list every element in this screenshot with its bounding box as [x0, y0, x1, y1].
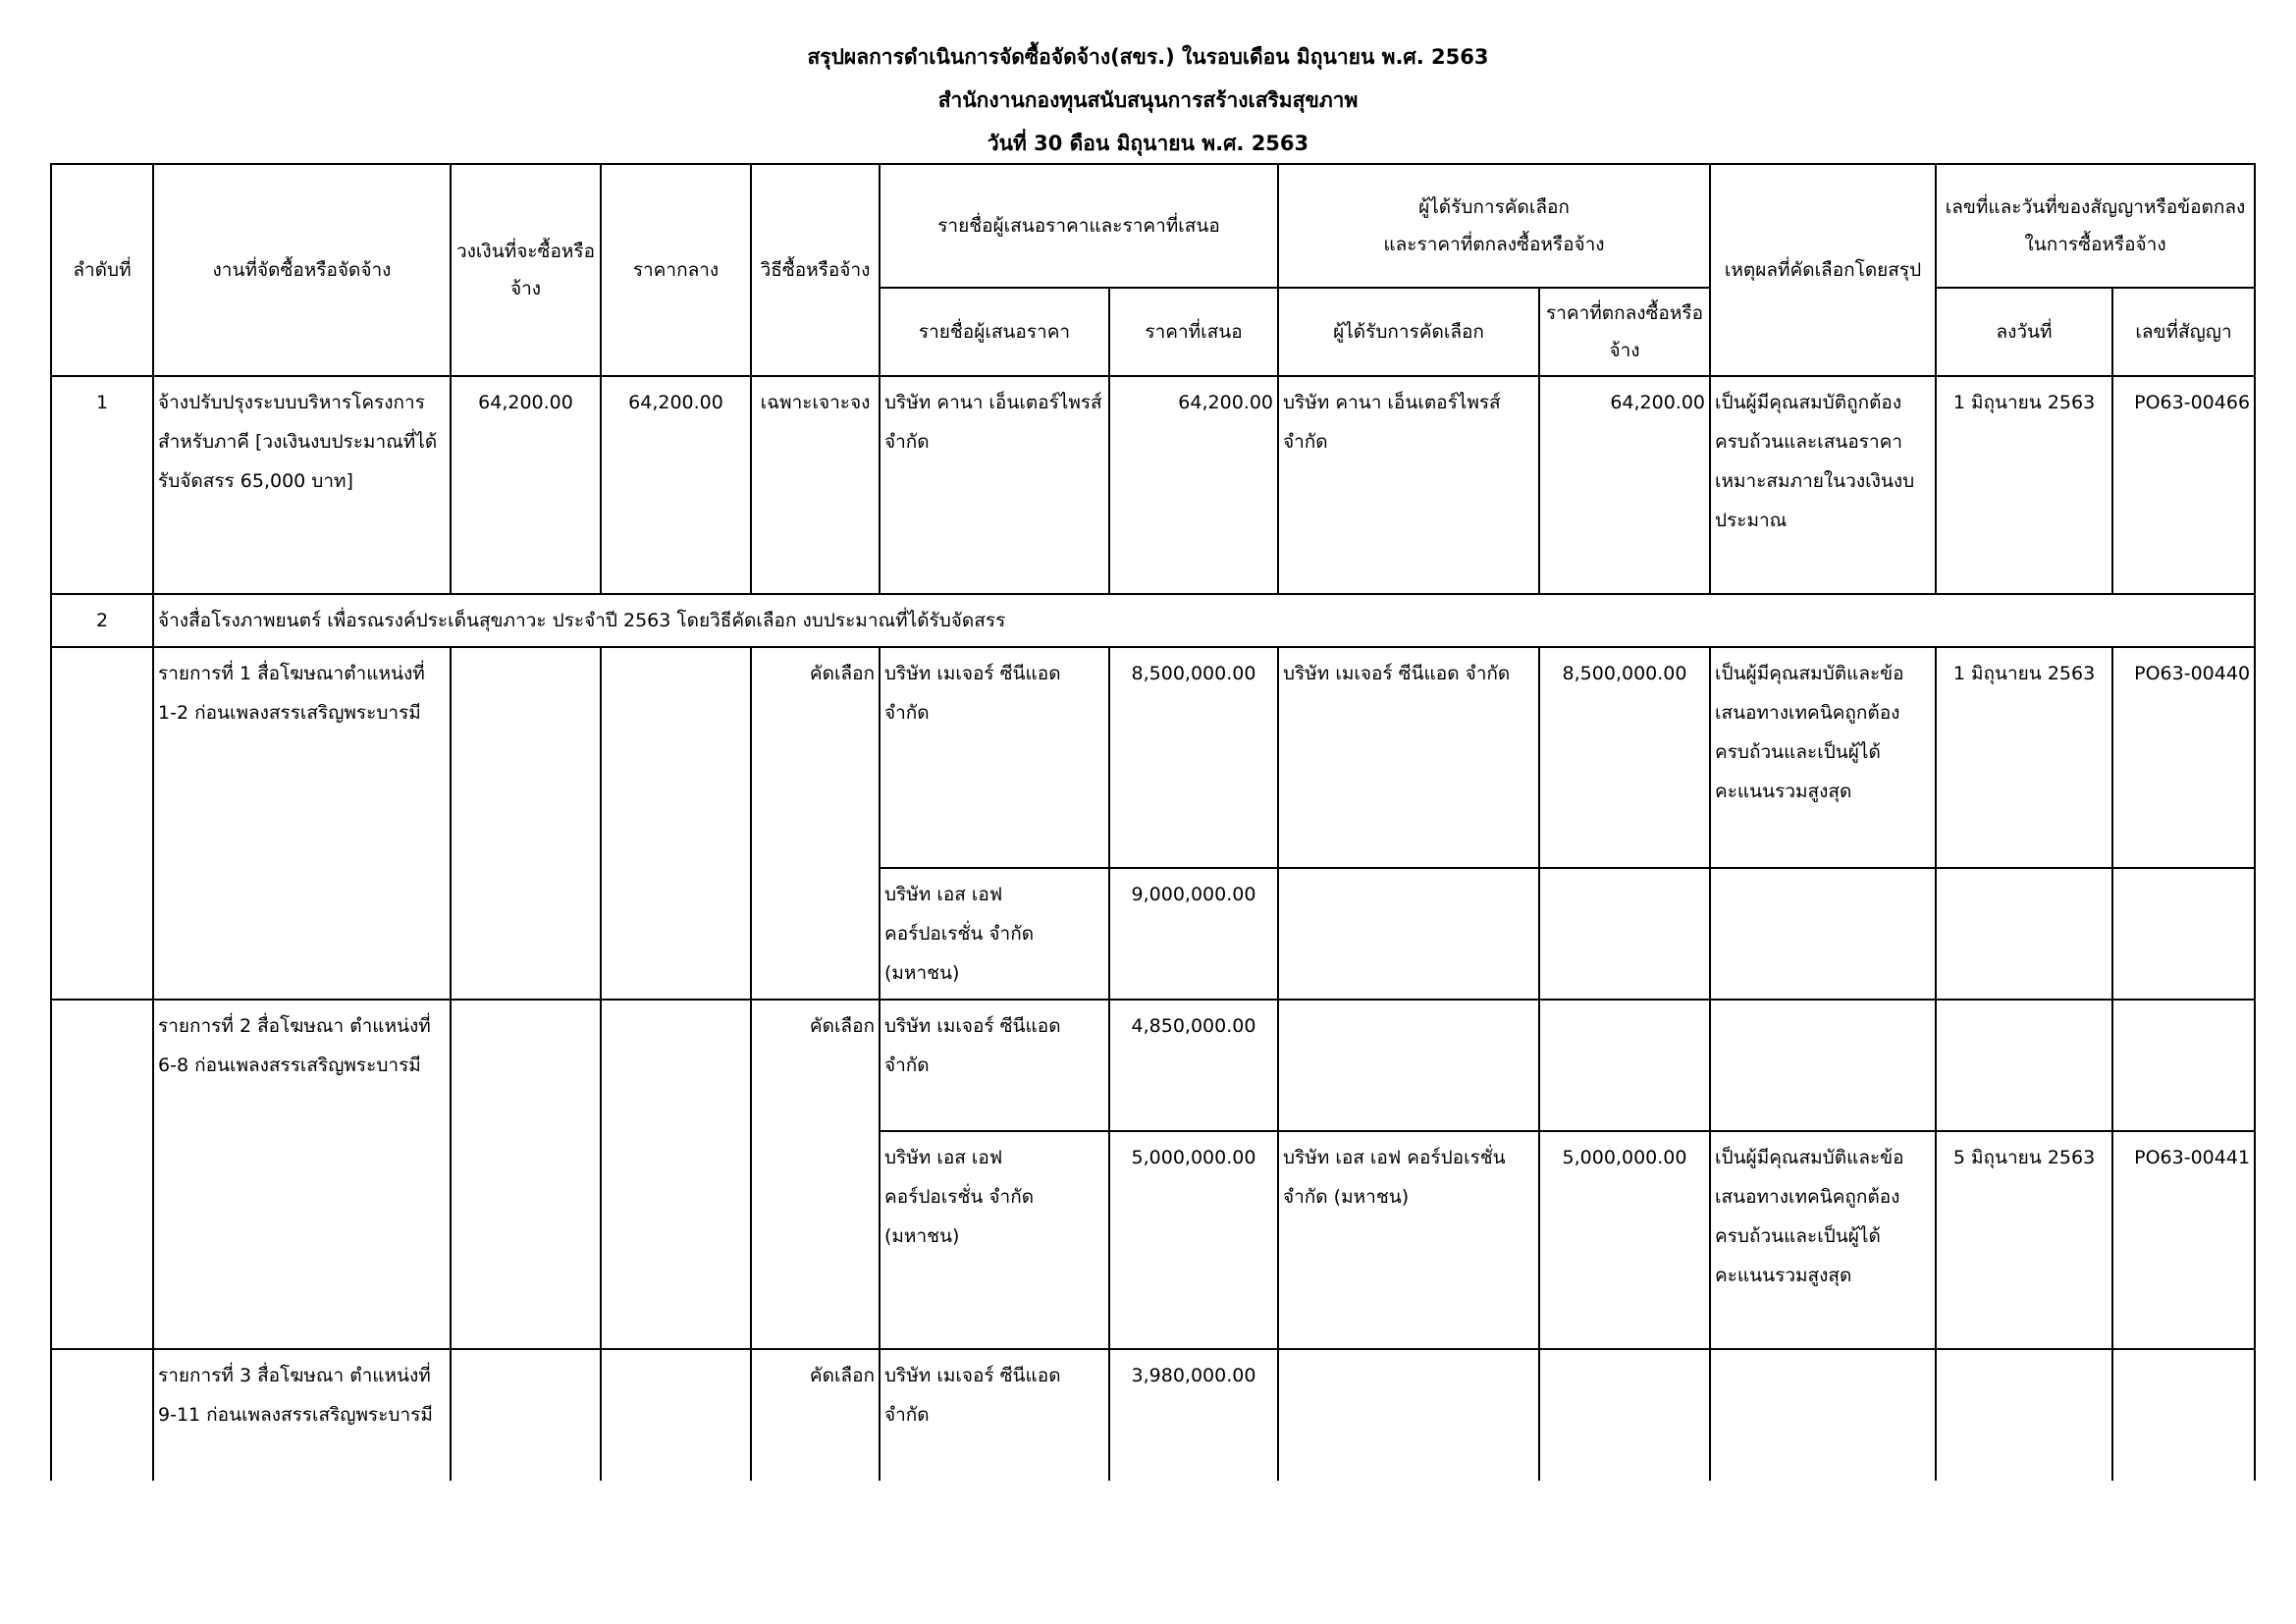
cell-winner-name [1278, 868, 1539, 1000]
cell-agreed-price [1539, 868, 1710, 1000]
cell-bidder-name: บริษัท เอส เอฟ คอร์ปอเรชั่น จำกัด (มหาชน) [880, 1131, 1109, 1349]
cell-contract-no [2112, 868, 2255, 1000]
cell-bidder-name: บริษัท เอส เอฟ คอร์ปอเรชั่น จำกัด (มหาชน) [880, 868, 1109, 1000]
cell-budget [451, 1349, 601, 1481]
cell-work: รายการที่ 2 สื่อโฆษณา ตำแหน่งที่ 6-8 ก่อนเพลงสรรเสริญพระบารมี [153, 1000, 451, 1349]
cell-budget [451, 647, 601, 1000]
cell-budget: 64,200.00 [451, 376, 601, 594]
cell-contract-no: PO63-00440 [2112, 647, 2255, 868]
cell-method: เฉพาะเจาะจง [751, 376, 880, 594]
cell-contract-no: PO63-00466 [2112, 376, 2255, 594]
cell-no [51, 1000, 153, 1349]
document-title: สรุปผลการดำเนินการจัดซื้อจัดจ้าง(สขร.) ในรอบเดือน มิถุนายน พ.ศ. 2563 [807, 45, 1489, 69]
table-row [51, 647, 2255, 868]
cell-winner-name [1278, 1349, 1539, 1481]
col-header-method: วิธีซื้อหรือจ้าง [751, 164, 880, 376]
cell-contract-no [2112, 1349, 2255, 1481]
cell-bidder-name: บริษัท เมเจอร์ ซีนีแอด จำกัด [880, 1349, 1109, 1481]
cell-winner-name: บริษัท เอส เอฟ คอร์ปอเรชั่น จำกัด (มหาชน) [1278, 1131, 1539, 1349]
cell-no [51, 1349, 153, 1481]
col-header-winner-name: ผู้ได้รับการคัดเลือก [1278, 288, 1539, 376]
cell-reason: เป็นผู้มีคุณสมบัติและข้อเสนอทางเทคนิคถูกต้องครบถ้วนและเป็นผู้ได้คะแนนรวมสูงสุด [1710, 647, 1936, 868]
cell-bidder-name: บริษัท เมเจอร์ ซีนีแอด จำกัด [880, 647, 1109, 868]
cell-contract-no: PO63-00441 [2112, 1131, 2255, 1349]
cell-reason: เป็นผู้มีคุณสมบัติและข้อเสนอทางเทคนิคถูกต้องครบถ้วนและเป็นผู้ได้คะแนนรวมสูงสุด [1710, 1131, 1936, 1349]
col-header-median-price: ราคากลาง [601, 164, 751, 376]
cell-sign-date [1936, 1349, 2112, 1481]
cell-budget [451, 1000, 601, 1349]
cell-no [51, 647, 153, 1000]
col-header-contract-no: เลขที่สัญญา [2112, 288, 2255, 376]
col-header-winner-group [1278, 164, 1710, 288]
cell-reason [1710, 868, 1936, 1000]
document-header [0, 35, 2296, 165]
cell-no: 2 [51, 594, 153, 647]
col-header-bid-price: ราคาที่เสนอ [1109, 288, 1278, 376]
procurement-table [50, 163, 2256, 1481]
cell-agreed-price [1539, 1000, 1710, 1131]
cell-agreed-price: 64,200.00 [1539, 376, 1710, 594]
cell-agreed-price: 5,000,000.00 [1539, 1131, 1710, 1349]
cell-agreed-price [1539, 1349, 1710, 1481]
cell-sign-date: 1 มิถุนายน 2563 [1936, 376, 2112, 594]
cell-bid-price: 4,850,000.00 [1109, 1000, 1278, 1131]
col-header-sign-date: ลงวันที่ [1936, 288, 2112, 376]
col-header-no: ลำดับที่ [51, 164, 153, 376]
cell-method: คัดเลือก [751, 1349, 880, 1481]
table-row [51, 1000, 2255, 1131]
cell-method: คัดเลือก [751, 647, 880, 1000]
cell-contract-no [2112, 1000, 2255, 1131]
col-header-bidders-group: รายชื่อผู้เสนอราคาและราคาที่เสนอ [880, 164, 1278, 288]
cell-median-price [601, 1349, 751, 1481]
cell-sign-date: 5 มิถุนายน 2563 [1936, 1131, 2112, 1349]
cell-bid-price: 8,500,000.00 [1109, 647, 1278, 868]
table-row [51, 594, 2255, 647]
table-row [51, 376, 2255, 594]
cell-winner-name [1278, 1000, 1539, 1131]
cell-reason [1710, 1000, 1936, 1131]
cell-bidder-name: บริษัท คานา เอ็นเตอร์ไพรส์ จำกัด [880, 376, 1109, 594]
cell-bid-price: 64,200.00 [1109, 376, 1278, 594]
cell-bid-price: 5,000,000.00 [1109, 1131, 1278, 1349]
document-date: วันที่ 30 ดือน มิถุนายน พ.ศ. 2563 [987, 132, 1309, 155]
cell-sign-date: 1 มิถุนายน 2563 [1936, 647, 2112, 868]
cell-reason [1710, 1349, 1936, 1481]
table-row [51, 1349, 2255, 1481]
cell-work: รายการที่ 1 สื่อโฆษณาตำแหน่งที่ 1-2 ก่อนเพลงสรรเสริญพระบารมี [153, 647, 451, 1000]
col-header-budget: วงเงินที่จะซื้อหรือจ้าง [451, 164, 601, 376]
cell-median-price [601, 647, 751, 1000]
col-header-reason: เหตุผลที่คัดเลือกโดยสรุป [1710, 164, 1936, 376]
cell-method: คัดเลือก [751, 1000, 880, 1349]
cell-work: รายการที่ 3 สื่อโฆษณา ตำแหน่งที่ 9-11 ก่อนเพลงสรรเสริญพระบารมี [153, 1349, 451, 1481]
cell-median-price [601, 1000, 751, 1349]
cell-bidder-name: บริษัท เมเจอร์ ซีนีแอด จำกัด [880, 1000, 1109, 1131]
cell-agreed-price: 8,500,000.00 [1539, 647, 1710, 868]
cell-bid-price: 3,980,000.00 [1109, 1349, 1278, 1481]
organization-name: สำนักงานกองทุนสนับสนุนการสร้างเสริมสุขภาพ [937, 88, 1359, 112]
cell-reason: เป็นผู้มีคุณสมบัติถูกต้องครบถ้วนและเสนอราคาเหมาะสมภายในวงเงินงบประมาณ [1710, 376, 1936, 594]
cell-sign-date [1936, 1000, 2112, 1131]
cell-bid-price: 9,000,000.00 [1109, 868, 1278, 1000]
col-header-work: งานที่จัดซื้อหรือจัดจ้าง [153, 164, 451, 376]
cell-no: 1 [51, 376, 153, 594]
winner-group-line2: และราคาที่ตกลงซื้อหรือจ้าง [1383, 234, 1605, 255]
col-header-bidder-name: รายชื่อผู้เสนอราคา [880, 288, 1109, 376]
cell-winner-name: บริษัท คานา เอ็นเตอร์ไพรส์ จำกัด [1278, 376, 1539, 594]
col-header-contract-group: เลขที่และวันที่ของสัญญาหรือข้อตกลงในการซื้อหรือจ้าง [1936, 164, 2255, 288]
cell-project-title: จ้างสื่อโรงภาพยนตร์ เพื่อรณรงค์ประเด็นสุขภาวะ ประจำปี 2563 โดยวิธีคัดเลือก งบประมาณที่ได้รับจัดสรร [153, 594, 2255, 647]
col-header-agreed-price: ราคาที่ตกลงซื้อหรือจ้าง [1539, 288, 1710, 376]
cell-sign-date [1936, 868, 2112, 1000]
winner-group-line1: ผู้ได้รับการคัดเลือก [1418, 196, 1570, 218]
cell-work: จ้างปรับปรุงระบบบริหารโครงการสำหรับภาคี [วงเงินงบประมาณที่ได้รับจัดสรร 65,000 บาท] [153, 376, 451, 594]
cell-winner-name: บริษัท เมเจอร์ ซีนีแอด จำกัด [1278, 647, 1539, 868]
cell-median-price: 64,200.00 [601, 376, 751, 594]
